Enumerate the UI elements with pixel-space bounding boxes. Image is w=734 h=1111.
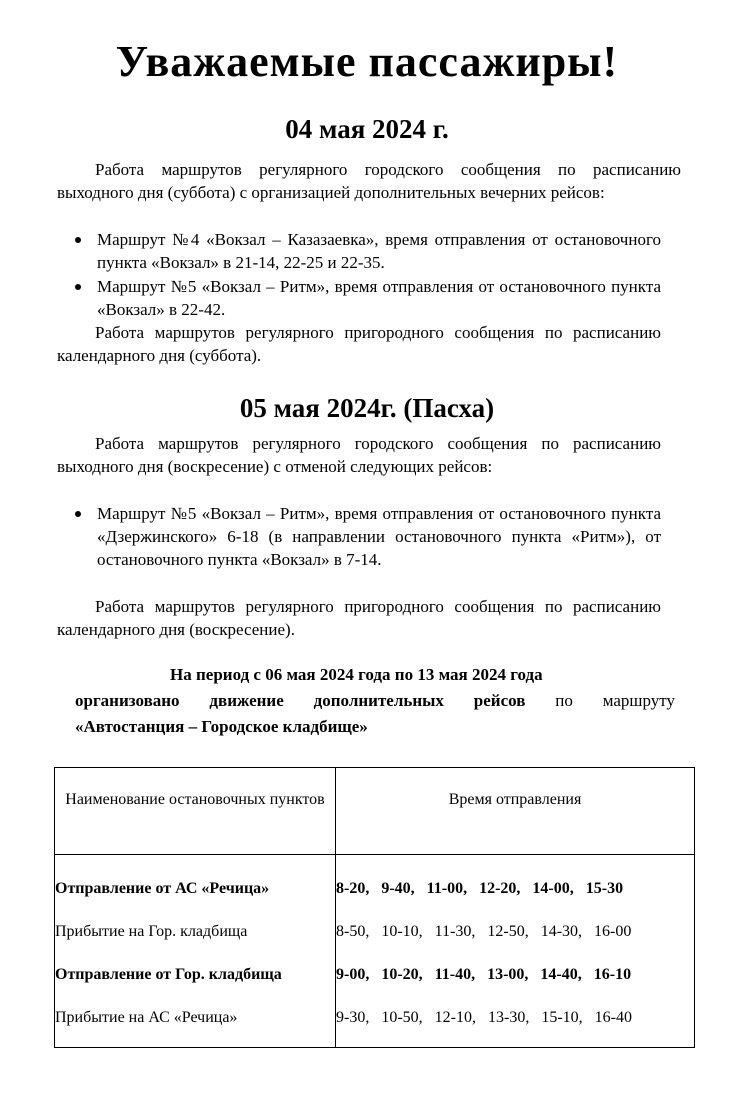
period-description [75, 688, 675, 714]
period-text-bold: организовано движение дополнительных рейсов [75, 691, 526, 710]
section2-suburban: Работа маршрутов регулярного пригородного сообщения по расписанию календарного дня (воскресение). [57, 597, 661, 639]
bullet-icon [75, 237, 81, 243]
section1-bullet-2 [97, 275, 661, 321]
section1-intro: Работа маршрутов регулярного городского сообщения по расписанию выходного дня (суббота) с организацией дополнительных вечерних рейсов: [57, 160, 681, 202]
table-row-times: 8-50, 10-10, 11-30, 12-50, 14-30, 16-00 [336, 923, 632, 940]
table-header-row [55, 768, 695, 855]
table-row-stop: Прибытие на Гор. кладбища [55, 923, 248, 940]
departure-times-column [336, 855, 695, 1048]
section1-date: 04 мая 2024 г. [285, 114, 449, 144]
bullet-text: Маршрут №4 «Вокзал – Казазаевка», время отправления от остановочного пункта «Вокзал» в 21-14, 22-25 и 22-35. [97, 230, 661, 272]
table-header-cell: Время отправления [336, 768, 695, 855]
section1-suburban: Работа маршрутов регулярного пригородного сообщения по расписанию календарного дня (суббота). [57, 323, 661, 365]
table-body [55, 855, 695, 1048]
section2-date: 05 мая 2024г. (Пасха) [239, 393, 495, 423]
section2-intro: Работа маршрутов регулярного городского сообщения по расписанию выходного дня (воскресение) с отменой следующих рейсов: [57, 434, 661, 476]
table-row-stop: Отправление от АС «Речица» [55, 880, 270, 897]
bullet-text: Маршрут №5 «Вокзал – Ритм», время отправления от остановочного пункта «Вокзал» в 22-42. [97, 277, 661, 319]
section2-bullet-1 [97, 502, 661, 571]
table-row-times: 8-20, 9-40, 11-00, 12-20, 14-00, 15-30 [336, 880, 624, 897]
table-header-cell: Наименование остановочных пунктов [55, 768, 336, 855]
bullet-text: Маршрут №5 «Вокзал – Ритм», время отправления от остановочного пункта «Дзержинского» 6-18 (в направлении остановочного пункта «Ритм»), от остановочного пункта «Вокзал» в 7-14. [97, 504, 661, 569]
period-dates: На период с 06 мая 2024 года по 13 мая 2024 года [170, 665, 543, 684]
page-title: Уважаемые пассажиры! [115, 37, 619, 86]
table-row-times: 9-30, 10-50, 12-10, 13-30, 15-10, 16-40 [336, 1009, 632, 1026]
table-row-times: 9-00, 10-20, 11-40, 13-00, 14-40, 16-10 [336, 966, 632, 983]
table-row-stop: Прибытие на АС «Речица» [55, 1009, 238, 1026]
table-row-stop: Отправление от Гор. кладбища [55, 966, 282, 983]
stop-names-column [55, 855, 336, 1048]
period-notice [75, 662, 675, 740]
section1-bullet-1 [97, 228, 661, 274]
schedule-table [54, 767, 695, 1048]
period-route: «Автостанция – Городское кладбище» [75, 717, 368, 736]
bullet-icon [75, 511, 81, 517]
bullet-icon [75, 284, 81, 290]
period-text-normal: по маршруту [555, 691, 676, 710]
